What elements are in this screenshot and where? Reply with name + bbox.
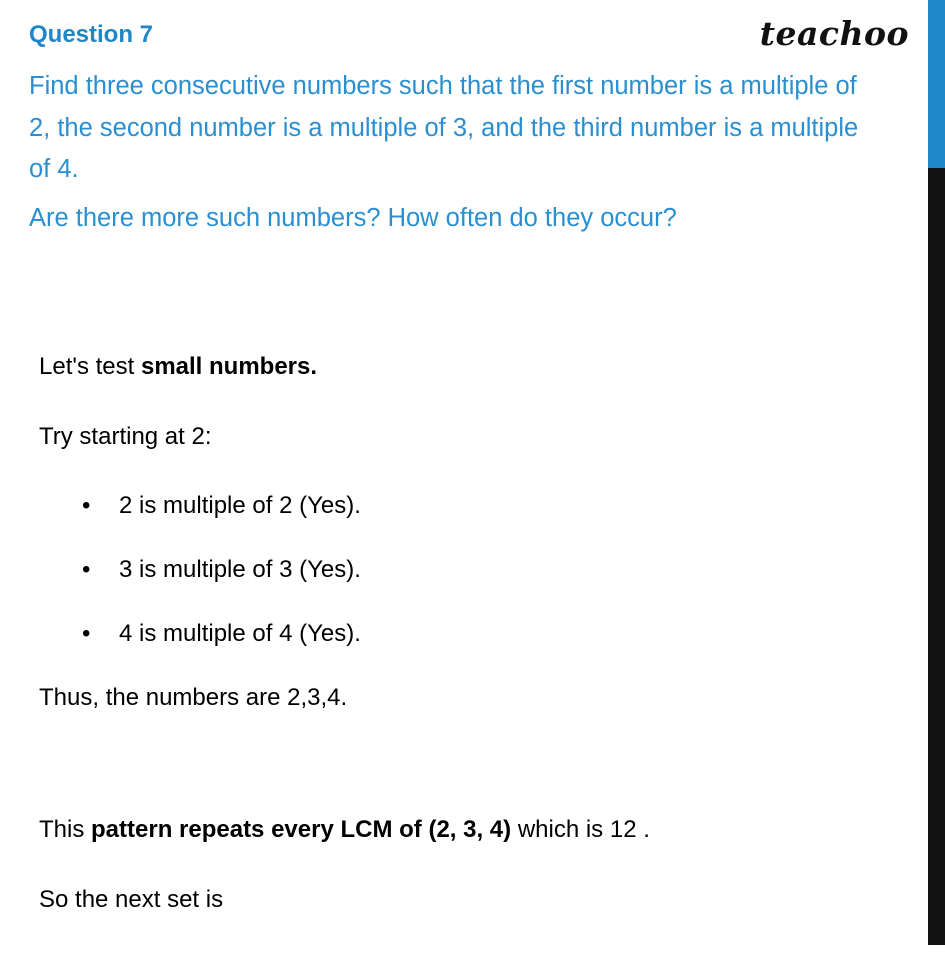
vertical-spacer bbox=[39, 753, 899, 815]
pattern-suffix: which is 12 . bbox=[511, 816, 650, 844]
list-item bbox=[39, 556, 899, 585]
list-item bbox=[39, 492, 899, 521]
list-item-label: 4 is multiple of 4 (Yes). bbox=[119, 619, 361, 647]
question-title: Question 7 bbox=[29, 21, 154, 48]
solution-intro-bold: small numbers. bbox=[140, 353, 318, 380]
solution-next-line: So the next set is bbox=[39, 886, 224, 914]
solution-try-line: Try starting at 2: bbox=[39, 423, 212, 450]
question-block bbox=[29, 22, 899, 240]
list-item-label: 3 is multiple of 3 (Yes). bbox=[119, 555, 361, 583]
question-line-2: multiple of 2, the second number is a multiple of 3, and the third bbox=[29, 72, 857, 142]
solution-block bbox=[39, 352, 899, 955]
list-item bbox=[39, 620, 899, 649]
question-line-4: Are there more such numbers? How often do they occur? bbox=[29, 204, 677, 233]
list-item-label: 2 is multiple of 2 (Yes). bbox=[119, 492, 361, 519]
solution-pattern-line bbox=[39, 815, 899, 845]
solution-intro-plain: Let's test bbox=[39, 353, 141, 380]
teachoo-logo: teachoo bbox=[759, 14, 909, 53]
solution-bullet-list bbox=[39, 492, 899, 648]
right-edge-bar-blue bbox=[928, 0, 945, 168]
bullet-dot-icon: • bbox=[82, 492, 91, 519]
right-edge-bar-black bbox=[928, 168, 945, 945]
bullet-dot-icon: • bbox=[82, 619, 91, 647]
question-line-1: Find three consecutive numbers such that the first number is a bbox=[29, 72, 734, 101]
bullet-dot-icon: • bbox=[82, 555, 91, 583]
pattern-bold: pattern repeats every LCM of (2, 3, 4) bbox=[91, 816, 512, 844]
question-line-3: number is a multiple of 4. bbox=[29, 113, 859, 183]
solution-thus-line: Thus, the numbers are 2,3,4. bbox=[39, 684, 348, 712]
pattern-prefix: This bbox=[39, 816, 92, 844]
question-text bbox=[29, 66, 884, 239]
solution-intro bbox=[39, 352, 899, 382]
